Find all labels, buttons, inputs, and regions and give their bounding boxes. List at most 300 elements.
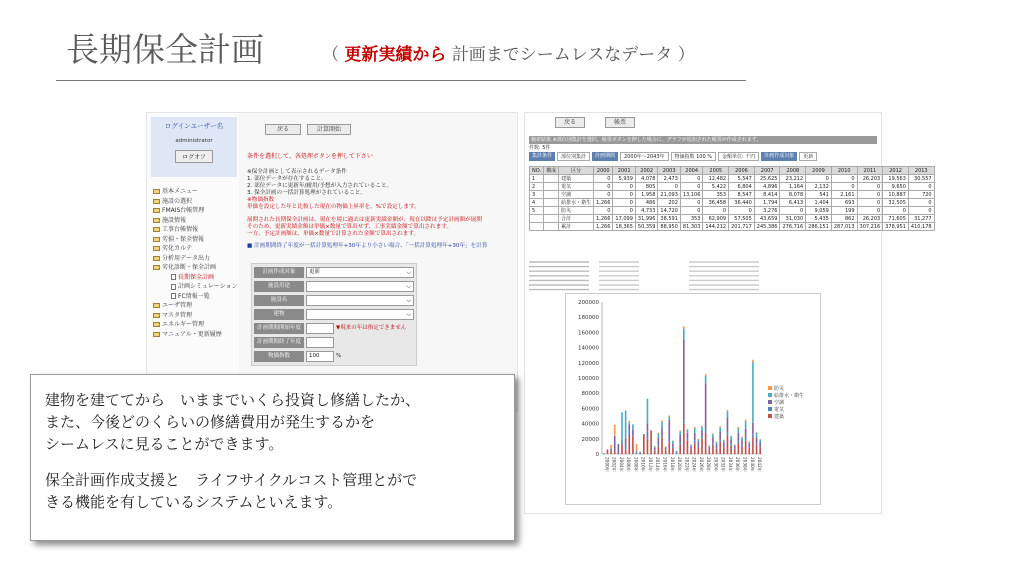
form-row [254, 281, 414, 292]
slide-title: 長期保全計画 [66, 30, 264, 69]
bar-segment [632, 424, 634, 429]
bar-segment [665, 448, 667, 450]
paragraph-gap [45, 455, 514, 469]
bar-segment [730, 446, 732, 454]
bar-segment [705, 383, 707, 429]
bar-segment [628, 431, 630, 435]
bar-segment [654, 448, 656, 450]
table-cell: 5 [530, 207, 544, 215]
column-header: 2001 [613, 167, 636, 175]
folder-icon [153, 218, 160, 223]
title-divider [56, 80, 746, 81]
bar-segment [632, 436, 634, 454]
bar-segment [727, 433, 729, 436]
bar-segment [738, 433, 740, 441]
table-cell: 805 [635, 183, 658, 191]
bar-segment [712, 437, 714, 443]
note-line: ※保全計画として表示されるデータ条件 [247, 169, 347, 175]
y-tick-label: 120000 [578, 360, 599, 367]
bar-segment [698, 446, 700, 448]
table-cell: 0 [613, 207, 636, 215]
menu-item[interactable] [153, 235, 238, 245]
report-button[interactable]: 帳票 [605, 117, 635, 128]
table-cell: 0 [857, 191, 883, 199]
bar-segment [694, 440, 696, 443]
table-header-row [530, 167, 935, 175]
bar-segment [748, 448, 750, 454]
bar-segment [723, 440, 725, 441]
form-row [254, 309, 414, 320]
table-cell: 5,547 [729, 175, 755, 183]
bar-segment [723, 443, 725, 446]
bar-segment [756, 433, 758, 438]
form-input[interactable] [306, 323, 334, 334]
menu-item[interactable] [153, 187, 238, 197]
menu-item-label: マニュアル・更新履歴 [162, 330, 222, 338]
folder-icon [153, 265, 160, 270]
table-cell: 0 [806, 175, 832, 183]
table-cell: 31,277 [908, 215, 934, 223]
bar-segment [712, 434, 714, 437]
table-row [530, 191, 935, 199]
menu-item[interactable] [153, 206, 238, 216]
bar-segment [625, 411, 627, 439]
menu-item-label: 分析用データ出力 [162, 254, 211, 262]
legend-swatch [768, 407, 772, 411]
form-select[interactable] [306, 309, 414, 320]
table-cell: 0 [613, 191, 636, 199]
table-cell: 720 [908, 191, 934, 199]
bar-segment [628, 424, 630, 430]
bar-segment [610, 445, 612, 449]
bar-segment [701, 430, 703, 436]
table-cell: 23,212 [780, 175, 806, 183]
bar-segment [621, 412, 623, 440]
actual-vs-plan-notes [247, 217, 517, 238]
bar-segment [672, 446, 674, 448]
table-cell: 1,404 [806, 199, 832, 207]
table-cell: 0 [780, 207, 806, 215]
table-cell: 10,887 [883, 191, 909, 199]
menu-item[interactable] [153, 254, 238, 264]
x-tick-label: 2042年 [757, 457, 763, 472]
description-callout [30, 374, 515, 541]
bar-segment [748, 447, 750, 448]
bar-segment [628, 423, 630, 424]
bar-segment [621, 440, 623, 444]
bar-segment [687, 429, 689, 430]
menu-item-label: 長期保全計画 [178, 273, 215, 281]
result-back-button[interactable]: 戻る [555, 117, 585, 128]
table-cell: 0 [703, 207, 729, 215]
condition-chip: 計画作成対象 [761, 152, 797, 161]
table-cell: 410,178 [908, 223, 934, 231]
table-cell: 199 [831, 207, 857, 215]
logout-button[interactable]: ログオフ [175, 150, 213, 163]
table-cell: 防災 [559, 207, 594, 215]
bar-segment [716, 448, 718, 449]
bar-segment [668, 416, 670, 417]
table-cell: 18,365 [613, 223, 636, 231]
bar-segment [618, 444, 620, 454]
legend-swatch [768, 400, 772, 404]
table-cell: 0 [908, 207, 934, 215]
table-cell: 4,733 [635, 207, 658, 215]
menu-item-label: 施設の選択 [162, 197, 193, 205]
form-row [254, 337, 414, 348]
bar-segment [738, 428, 740, 433]
menu-item[interactable] [153, 225, 238, 235]
bar-segment [668, 443, 670, 454]
bar-segment [701, 426, 703, 427]
description-line: また、今後どのくらいの修繕費用が発生するかを [45, 413, 376, 431]
table-cell: 1,958 [635, 191, 658, 199]
table-row [530, 199, 935, 207]
table-cell: 693 [831, 199, 857, 207]
bar-segment [665, 450, 667, 454]
bar-segment [621, 445, 623, 455]
table-cell: 17,099 [613, 215, 636, 223]
menu-item-label: 劣損・保全情報 [162, 235, 205, 243]
bar-segment [625, 445, 627, 450]
bar-segment [723, 447, 725, 454]
x-tick-label: 2010年 [640, 457, 646, 472]
condition-chip: 金額単位: 千円 [718, 152, 759, 161]
form-value-text: 更新 [309, 269, 321, 275]
menu-item-label: ユーザ管理 [162, 302, 193, 309]
bar-segment [698, 442, 700, 446]
table-cell: 0 [831, 175, 857, 183]
bar-segment [730, 444, 732, 446]
app-sidebar [147, 113, 239, 411]
bar-segment [738, 427, 740, 428]
y-tick-label: 200000 [578, 300, 599, 306]
bar-segment [661, 436, 663, 438]
bar-segment [705, 433, 707, 454]
bar-segment [658, 438, 660, 444]
table-cell: 201,717 [729, 223, 755, 231]
table-cell: 13,106 [680, 191, 703, 199]
legend-swatch [768, 414, 772, 418]
bar-segment [759, 447, 761, 454]
form-row [254, 267, 414, 278]
table-cell [544, 191, 559, 199]
x-tick-label: 2024年 [691, 457, 697, 472]
bar-segment [759, 443, 761, 447]
table-cell: 2,132 [806, 183, 832, 191]
table-cell: 9,059 [806, 207, 832, 215]
document-icon [171, 293, 176, 299]
table-cell: 0 [658, 183, 681, 191]
bar-segment [690, 449, 692, 454]
table-cell: 0 [680, 175, 703, 183]
table-cell: 57,505 [729, 215, 755, 223]
bar-segment [705, 429, 707, 433]
y-tick-label: 100000 [578, 376, 599, 382]
menu-item[interactable] [153, 263, 238, 273]
bar-segment [716, 444, 718, 448]
column-header: 2003 [658, 167, 681, 175]
table-cell [544, 199, 559, 207]
bar-segment [741, 446, 743, 454]
menu-item-label: 工事台帳情報 [162, 226, 199, 233]
y-tick-label: 20000 [581, 436, 599, 443]
x-tick-label: 2028年 [706, 457, 712, 472]
bar-segment [701, 437, 703, 439]
bar-segment [759, 440, 761, 443]
bar-segment [738, 440, 740, 442]
table-cell: 0 [857, 207, 883, 215]
login-user-box [151, 117, 237, 177]
condition-chip: 2000年〜2043年 [620, 152, 668, 161]
bar-segment [639, 452, 641, 454]
slide-subtitle [322, 40, 695, 65]
table-cell: 32,505 [883, 199, 909, 207]
bar-segment [745, 438, 747, 440]
table-cell: 2,161 [831, 191, 857, 199]
x-tick-label: 2032年 [720, 457, 726, 472]
bar-segment [719, 427, 721, 432]
bar-segment [708, 447, 710, 449]
table-cell: 30,557 [908, 175, 934, 183]
table-cell: 空調 [559, 191, 594, 199]
folder-icon [153, 256, 160, 261]
table-cell: 3,276 [754, 207, 780, 215]
bar-segment [679, 431, 681, 435]
bar-segment [676, 452, 678, 454]
bar-segment [683, 329, 685, 340]
x-tick-label: 2034年 [727, 457, 733, 472]
bar-segment [745, 421, 747, 429]
bar-segment [665, 449, 667, 450]
calc-start-button[interactable]: 計算開始 [307, 124, 351, 135]
bar-segment [752, 437, 754, 454]
legend-swatch [768, 386, 772, 390]
description-paragraph-1 [45, 389, 514, 455]
bar-segment [661, 421, 663, 423]
description-line: 保全計画作成支援と ライフサイクルコスト管理とがで [45, 471, 418, 489]
menu-item[interactable] [153, 330, 238, 340]
subtitle-accent: 更新実績から [344, 45, 447, 65]
bar-segment [694, 427, 696, 428]
menu-item-label: 劣化診断・保全計画 [162, 264, 217, 271]
table-cell: 電気 [559, 183, 594, 191]
chevron-down-icon: ⌵ [406, 311, 411, 318]
form-instruction: 条件を選択して、各処理ボタンを押して下さい [247, 153, 373, 160]
chevron-down-icon: ⌵ [406, 297, 411, 304]
bar-segment [741, 437, 743, 438]
table-row [530, 207, 935, 215]
x-tick-label: 2030年 [713, 457, 719, 472]
menu-item-label: エネルギー管理 [162, 321, 205, 328]
bar-segment [756, 443, 758, 445]
bar-segment [668, 420, 670, 440]
table-cell: 0 [594, 175, 613, 183]
table-cell [544, 223, 559, 231]
table-cell: 0 [594, 183, 613, 191]
red-note-line: 一方、予定計画額は、単価×数量で計算された金額で算出されます。 [247, 231, 420, 237]
bar-segment [730, 437, 732, 440]
menu-item[interactable] [153, 292, 238, 302]
table-row [530, 183, 935, 191]
form-input[interactable] [306, 337, 334, 348]
folder-icon [153, 208, 160, 213]
bar-segment [647, 399, 649, 424]
long-term-plan-form-screen [146, 112, 518, 412]
x-tick-label: 2014年 [655, 457, 661, 472]
menu-item[interactable] [153, 320, 238, 330]
login-user-name: administrator [175, 138, 213, 144]
table-cell: 31,030 [780, 215, 806, 223]
table-cell: 2 [530, 183, 544, 191]
menu-item[interactable] [153, 244, 238, 254]
bar-segment [650, 430, 652, 431]
bar-segment [610, 449, 612, 451]
bar-segment [672, 440, 674, 441]
folder-icon [153, 189, 160, 194]
menu-item[interactable] [153, 216, 238, 226]
data-condition-notes [247, 169, 517, 211]
chevron-down-icon: ⌵ [406, 283, 411, 290]
bar-segment [701, 439, 703, 454]
table-cell: 50,359 [635, 223, 658, 231]
table-cell: 26,203 [857, 175, 883, 183]
bar-segment [658, 446, 660, 454]
bar-segment [748, 444, 750, 447]
table-cell: 81,303 [680, 223, 703, 231]
menu-item[interactable] [153, 301, 238, 311]
bar-segment [614, 436, 616, 452]
menu-item-label: 計画シミュレーション [178, 283, 238, 290]
table-cell: 6,413 [780, 199, 806, 207]
table-cell: 累計 [559, 223, 594, 231]
bar-segment [625, 438, 627, 444]
form-label: 計画作成対象 [254, 267, 304, 278]
bar-segment [632, 429, 634, 435]
bar-segment [628, 435, 630, 454]
menu-item[interactable] [153, 197, 238, 207]
bar-segment [647, 423, 649, 431]
menu-item[interactable] [153, 282, 238, 292]
bar-segment [719, 426, 721, 427]
description-line: きる機能を有しているシステムといえます。 [45, 493, 343, 511]
form-label: 建物 [254, 309, 304, 320]
table-cell: 36,440 [729, 199, 755, 207]
bar-segment [614, 425, 616, 436]
table-cell: 21,093 [658, 191, 681, 199]
report-detail-rows [529, 259, 779, 294]
bar-segment [665, 447, 667, 448]
menu-item[interactable] [153, 311, 238, 321]
bar-segment [745, 420, 747, 422]
bar-segment [683, 340, 685, 420]
column-header: 2013 [908, 167, 934, 175]
bar-segment [632, 435, 634, 436]
menu-item-label: 施設情報 [162, 216, 187, 224]
bar-segment [712, 443, 714, 445]
menu-tree [153, 187, 238, 339]
x-tick-label: 2016年 [662, 457, 668, 472]
table-cell: 12,482 [703, 175, 729, 183]
bar-segment [610, 451, 612, 454]
bar-segment [636, 452, 638, 454]
bar-segment [654, 450, 656, 451]
table-cell: 307,216 [857, 223, 883, 231]
condition-chip: 部位別集計 [557, 152, 590, 161]
bar-segment [610, 450, 612, 451]
table-cell: 0 [857, 183, 883, 191]
bar-segment [687, 430, 689, 433]
x-tick-label: 2000年 [604, 457, 610, 472]
form-select[interactable] [306, 281, 414, 292]
folder-icon [153, 313, 160, 318]
table-cell: 862 [831, 215, 857, 223]
form-value-text: 100 [309, 353, 320, 359]
table-cell: 1,794 [754, 199, 780, 207]
table-cell: 486 [635, 199, 658, 207]
plan-form-main [243, 113, 517, 411]
bar-segment [705, 376, 707, 384]
bar-segment [628, 421, 630, 424]
folder-icon [153, 322, 160, 327]
back-button[interactable]: 戻る [265, 124, 301, 135]
table-cell: 71,605 [883, 215, 909, 223]
bar-segment [712, 433, 714, 434]
start-year-warning: ▼現来の年は指定できません [336, 325, 407, 331]
form-row [254, 351, 414, 362]
aggregation-conditions [529, 152, 817, 161]
table-cell [544, 207, 559, 215]
table-cell: 1,164 [780, 183, 806, 191]
table-cell: 19,563 [883, 175, 909, 183]
bar-segment [658, 444, 660, 446]
x-tick-label: 2012年 [647, 457, 653, 472]
form-label: 計画期間終了年度 [254, 337, 304, 348]
table-cell: 31,996 [635, 215, 658, 223]
table-row [530, 215, 935, 223]
bar-segment [712, 445, 714, 454]
form-select[interactable] [306, 295, 414, 306]
bar-segment [698, 439, 700, 440]
note-line: 1. 部位データが存在すること。 [247, 176, 327, 182]
form-select[interactable] [306, 267, 414, 278]
form-input[interactable] [306, 351, 334, 362]
bar-segment [694, 443, 696, 454]
menu-item[interactable] [153, 273, 238, 283]
bar-segment [625, 450, 627, 454]
bar-segment [752, 423, 754, 434]
plan-condition-form [251, 263, 417, 366]
bar-segment [723, 446, 725, 448]
bar-segment [614, 452, 616, 454]
table-cell: 1,266 [594, 223, 613, 231]
bar-segment [661, 437, 663, 454]
column-header: NO. [530, 167, 544, 175]
table-cell: 8,547 [729, 191, 755, 199]
form-label: 計画期間開始年度 [254, 323, 304, 334]
table-cell: 0 [594, 207, 613, 215]
legend-swatch [768, 393, 772, 397]
note-line: 単価を設定した年と比較した現在の物価上昇率を、%で設定します。 [247, 204, 420, 210]
bar-segment [730, 436, 732, 437]
bar-segment [603, 453, 605, 454]
table-cell: 43,659 [754, 215, 780, 223]
table-cell: 0 [613, 199, 636, 207]
bar-segment [643, 434, 645, 454]
condition-chip: 更新 [799, 152, 817, 161]
percent-unit: % [336, 353, 342, 359]
table-cell: 0 [883, 207, 909, 215]
